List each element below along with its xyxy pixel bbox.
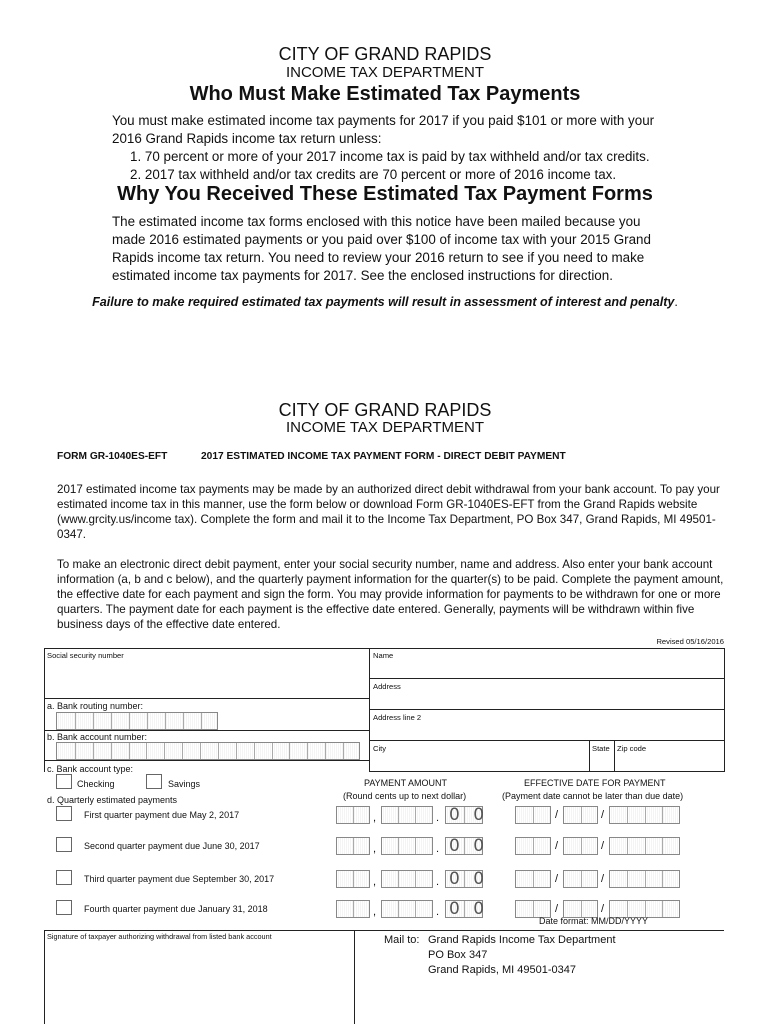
- address2-label: Address line 2: [373, 713, 422, 722]
- quarter-1-amount-hundreds[interactable]: [381, 806, 433, 824]
- account-label: b. Bank account number:: [47, 732, 148, 742]
- quarter-2-comma: ,: [373, 843, 377, 855]
- heading-why-received: Why You Received These Estimated Tax Payment Forms: [117, 183, 653, 205]
- quarter-4-comma: ,: [373, 906, 377, 918]
- state-label: State: [592, 744, 610, 753]
- instructions-line-1: To make an electronic direct debit payment, enter your social security number, name and address. Also enter your bank account: [57, 558, 713, 571]
- zip-input[interactable]: [616, 753, 722, 771]
- paragraph-why-line4: estimated income tax payments for 2017. See the enclosed instructions for direction.: [112, 268, 613, 283]
- name-label: Name: [373, 651, 394, 660]
- effective-date-header: EFFECTIVE DATE FOR PAYMENT: [524, 778, 666, 788]
- date-format-note: Date format: MM/DD/YYYY: [539, 916, 649, 926]
- form-middle-divider: [369, 648, 370, 772]
- intro-line-2: estimated income tax in this manner, use the form below or download Form GR-1040ES-EFT from the Grand Rapids website: [57, 498, 698, 511]
- account-number-input[interactable]: [56, 742, 360, 760]
- quarter-2-month[interactable]: [515, 837, 551, 855]
- quarter-3-decimal: .: [436, 876, 440, 888]
- quarter-3-amount-thousands[interactable]: [336, 870, 370, 888]
- address2-row-bottom: [369, 740, 724, 741]
- quarter-1-label: First quarter payment due May 2, 2017: [84, 810, 240, 820]
- quarter-3-checkbox[interactable]: [56, 870, 72, 885]
- quarter-1-amount-thousands[interactable]: [336, 806, 370, 824]
- signature-label: Signature of taxpayer authorizing withdrawal from listed bank account: [47, 932, 272, 941]
- quarter-4-checkbox[interactable]: [56, 900, 72, 915]
- savings-label: Savings: [168, 779, 201, 789]
- quarter-4-slash-1: /: [555, 903, 559, 915]
- zip-label: Zip code: [617, 744, 647, 753]
- payment-amount-note: (Round cents up to next dollar): [343, 791, 467, 801]
- form-department: INCOME TAX DEPARTMENT: [285, 419, 485, 436]
- quarter-4-label: Fourth quarter payment due January 31, 2018: [84, 904, 268, 914]
- quarter-1-cents-value: 0 0: [449, 805, 489, 825]
- instructions-line-3: the effective date for each payment and sign the form. You may provide information for payments to be withdrawn for one or more: [57, 588, 721, 601]
- city-row-bottom: [369, 771, 724, 772]
- mail-address-line1: Grand Rapids Income Tax Department: [428, 934, 616, 946]
- quarter-2-checkbox[interactable]: [56, 837, 72, 852]
- exception-item-2: 2. 2017 tax withheld and/or tax credits are 70 percent or more of 2016 income tax.: [130, 167, 617, 182]
- form-right-border: [724, 648, 725, 772]
- quarter-3-slash-2: /: [601, 873, 605, 885]
- quarter-1-checkbox[interactable]: [56, 806, 72, 821]
- intro-line-1: 2017 estimated income tax payments may be made by an authorized direct debit withdrawal from your bank account. To pay your: [57, 483, 720, 496]
- exception-item-1: 1. 70 percent or more of your 2017 income tax is paid by tax withheld and/or tax credits.: [130, 149, 650, 164]
- quarter-2-slash-2: /: [601, 840, 605, 852]
- form-id: FORM GR-1040ES-EFT: [57, 451, 168, 462]
- quarter-2-amount-thousands[interactable]: [336, 837, 370, 855]
- quarter-4-cents-value: 0 0: [449, 899, 489, 919]
- intro-line-4: 0347.: [57, 528, 87, 541]
- paragraph-why-line2: made 2016 estimated payments or you paid over $100 of income tax with your 2015 Grand: [112, 232, 651, 247]
- signature-divider: [354, 930, 355, 1024]
- heading-who-must-pay: Who Must Make Estimated Tax Payments: [189, 83, 581, 105]
- zip-divider: [614, 740, 615, 771]
- routing-row-bottom: [44, 730, 369, 731]
- quarter-2-amount-hundreds[interactable]: [381, 837, 433, 855]
- quarter-1-month[interactable]: [515, 806, 551, 824]
- savings-checkbox[interactable]: [146, 774, 162, 789]
- quarter-3-cents-value: 0 0: [449, 869, 489, 889]
- ssn-row-bottom: [44, 698, 369, 699]
- form-title: 2017 ESTIMATED INCOME TAX PAYMENT FORM - DIRECT DEBIT PAYMENT: [201, 451, 566, 462]
- quarter-3-amount-hundreds[interactable]: [381, 870, 433, 888]
- effective-date-note: (Payment date cannot be later than due date): [502, 791, 684, 801]
- account-row-bottom: [44, 760, 369, 761]
- mail-address-line2: PO Box 347: [428, 949, 488, 961]
- payment-amount-header: PAYMENT AMOUNT: [364, 778, 448, 788]
- form-top-border: [44, 648, 724, 649]
- quarter-2-day[interactable]: [563, 837, 598, 855]
- paragraph-who-line1: You must make estimated income tax payments for 2017 if you paid $101 or more with your: [112, 113, 655, 128]
- checking-checkbox[interactable]: [56, 774, 72, 789]
- address-label: Address: [373, 682, 401, 691]
- quarter-4-decimal: .: [436, 906, 440, 918]
- address2-input[interactable]: [372, 722, 720, 740]
- instructions-line-2: information (a, b and c below), and the quarterly payment information for the quarter(s) to be paid. Complete the payment amount,: [57, 573, 724, 586]
- instructions-line-4: quarters. The payment date for each payment is the effective date entered. Generally, payments will be withdrawn within five: [57, 603, 695, 616]
- ssn-label: Social security number: [47, 651, 124, 660]
- paragraph-why-line3: Rapids income tax return. You need to review your 2016 return to see if you need to make: [112, 250, 645, 265]
- mail-address-line3: Grand Rapids, MI 49501-0347: [428, 964, 576, 976]
- ssn-input[interactable]: [47, 665, 347, 683]
- checking-label: Checking: [77, 779, 115, 789]
- quarter-4-amount-thousands[interactable]: [336, 900, 370, 918]
- revised-date: Revised 05/16/2016: [656, 637, 724, 646]
- quarter-2-cents-value: 0 0: [449, 836, 489, 856]
- quarter-3-day[interactable]: [563, 870, 598, 888]
- quarter-3-label: Third quarter payment due September 30, 2017: [84, 874, 275, 884]
- quarter-1-slash-1: /: [555, 809, 559, 821]
- signature-row-top: [44, 930, 724, 931]
- paragraph-why-line1: The estimated income tax forms enclosed with this notice have been mailed because you: [112, 214, 641, 229]
- routing-label: a. Bank routing number:: [47, 701, 144, 711]
- state-input[interactable]: [591, 753, 612, 771]
- instructions-line-5: business days of the effective date entered.: [57, 618, 281, 631]
- quarter-4-amount-hundreds[interactable]: [381, 900, 433, 918]
- letter-city: CITY OF GRAND RAPIDS: [278, 44, 492, 64]
- routing-number-input[interactable]: [56, 712, 218, 730]
- mail-to-label: Mail to:: [384, 934, 420, 946]
- city-label: City: [373, 744, 387, 753]
- signature-field[interactable]: [47, 944, 351, 1014]
- quarter-2-label: Second quarter payment due June 30, 2017: [84, 841, 260, 851]
- quarter-2-slash-1: /: [555, 840, 559, 852]
- quarterly-label: d. Quarterly estimated payments: [47, 795, 178, 805]
- quarter-3-year[interactable]: [609, 870, 680, 888]
- form-left-border-upper: [44, 648, 45, 772]
- quarter-1-year[interactable]: [609, 806, 680, 824]
- quarter-1-comma: ,: [373, 812, 377, 824]
- form-left-border-lower: [44, 930, 45, 1024]
- state-divider: [589, 740, 590, 771]
- quarter-2-decimal: .: [436, 843, 440, 855]
- city-input[interactable]: [372, 753, 586, 771]
- letter-department: INCOME TAX DEPARTMENT: [285, 64, 485, 81]
- account-type-label: c. Bank account type:: [47, 764, 134, 774]
- quarter-4-slash-2: /: [601, 903, 605, 915]
- quarter-3-comma: ,: [373, 876, 377, 888]
- quarter-3-month[interactable]: [515, 870, 551, 888]
- address-input[interactable]: [372, 692, 720, 710]
- quarter-1-slash-2: /: [601, 809, 605, 821]
- paragraph-who-line2: 2016 Grand Rapids income tax return unless:: [112, 131, 382, 146]
- form-city: CITY OF GRAND RAPIDS: [278, 400, 492, 420]
- penalty-warning: Failure to make required estimated tax payments will result in assessment of interest and penalty.: [92, 295, 678, 309]
- intro-line-3: (www.grcity.us/income tax). Complete the form and mail it to the Income Tax Department, PO Box 347, Grand Rapids, MI 49501-: [57, 513, 716, 526]
- quarter-2-year[interactable]: [609, 837, 680, 855]
- quarter-1-day[interactable]: [563, 806, 598, 824]
- quarter-1-decimal: .: [436, 812, 440, 824]
- quarter-3-slash-1: /: [555, 873, 559, 885]
- name-input[interactable]: [372, 662, 720, 680]
